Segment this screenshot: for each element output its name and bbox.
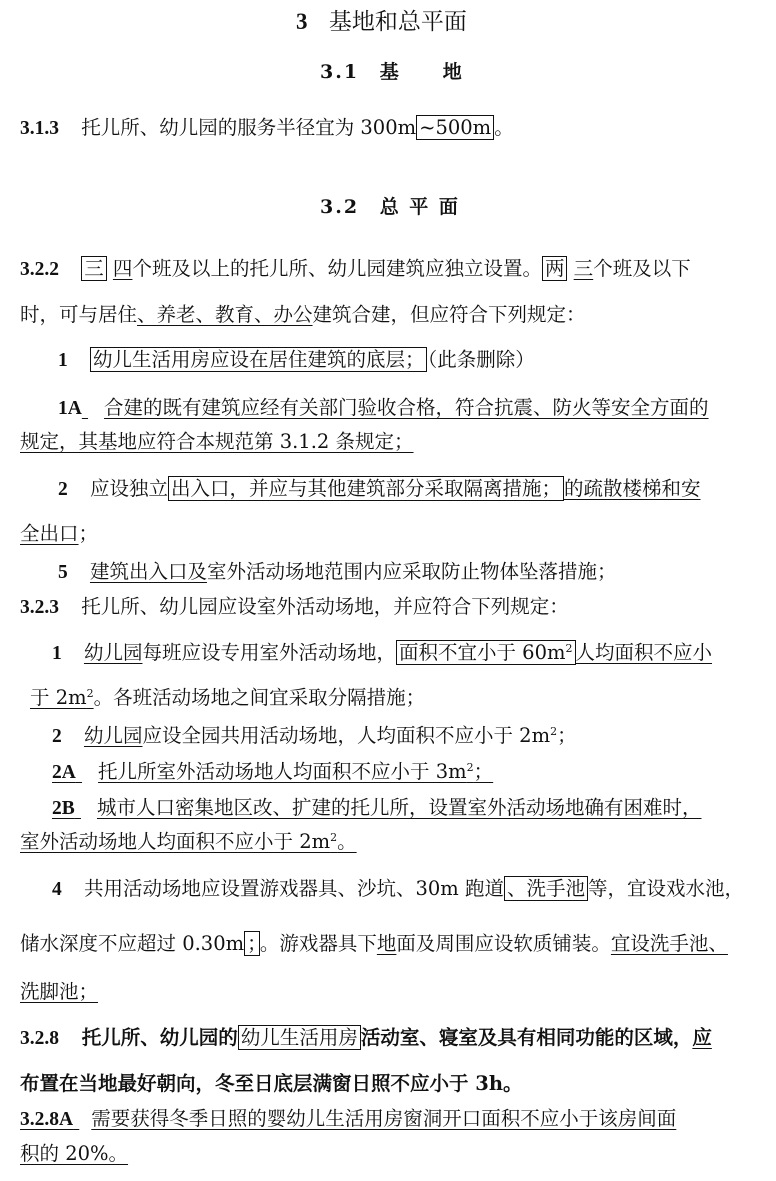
item-number: 2B <box>52 798 75 819</box>
item-1-activity-line-2 <box>30 688 425 708</box>
clause-text: 个班及以上的托儿所、幼儿园建筑应独立设置。 <box>132 257 542 280</box>
clause-number: 3.1.3 <box>20 118 59 139</box>
item-2-line-2 <box>20 524 98 544</box>
boxed-text: ~500m <box>416 115 494 140</box>
clause-number: 3.2.8A <box>20 1109 74 1130</box>
item-number: 1A <box>58 398 82 419</box>
item-2a <box>52 762 493 783</box>
item-text: 共用活动场地应设置游戏器具、沙坑、30m 跑道 <box>83 877 504 900</box>
item-2b-line-2 <box>20 832 357 852</box>
item-4-line-3 <box>20 982 98 1002</box>
clause-3-2-8a-line-2 <box>20 1144 128 1164</box>
item-text: 洗脚池； <box>20 980 99 1003</box>
clause-text: 托儿所、幼儿园应设室外活动场地，并应符合下列规定： <box>81 595 569 618</box>
clause-number: 3.2.8 <box>20 1028 59 1049</box>
boxed-text: 幼儿生活用房应设在居住建筑的底层； <box>90 347 428 372</box>
item-number: 2 <box>58 479 68 500</box>
boxed-text: 两 <box>542 256 568 281</box>
item-2 <box>58 479 701 500</box>
item-text: 室外活动场地人均面积不应小于 2m <box>20 830 331 853</box>
underlined-text: 人均面积不应小 <box>575 641 713 664</box>
superscript: 2 <box>550 725 558 738</box>
item-text: （此条删除） <box>427 348 535 371</box>
clause-text: 托儿所、幼儿园的服务半径宜为 300m <box>81 116 417 139</box>
chapter-name: 基地和总平面 <box>328 9 467 35</box>
boxed-text: 面积不宜小于 60m <box>398 641 566 664</box>
item-number: 2A <box>52 762 76 783</box>
punct: 。 <box>494 116 514 139</box>
item-1-activity <box>52 643 712 664</box>
clause-number: 3.2.3 <box>20 597 59 618</box>
item-text: 合建的既有建筑应经有关部门验收合格，符合抗震、防火等安全方面的 <box>104 396 709 419</box>
section-3-2-heading <box>320 198 460 217</box>
clause-3-2-8-line-2 <box>20 1074 523 1094</box>
underlined-text: 、养老、教育、办公 <box>137 303 313 326</box>
item-text: 每班应设专用室外活动场地， <box>142 641 396 664</box>
superscript: 2 <box>466 761 474 774</box>
clause-3-2-8 <box>20 1028 712 1049</box>
section-3-1-heading <box>320 63 464 82</box>
section-number: 3.2 <box>320 196 360 218</box>
item-5 <box>58 562 616 583</box>
clause-text: 需要获得冬季日照的婴幼儿生活用房窗洞开口面积不应小于该房间面 <box>91 1107 677 1130</box>
section-name: 总 平 面 <box>379 196 460 218</box>
underlined-text: 于 2m <box>30 686 87 709</box>
chapter-number: 3 <box>296 9 308 34</box>
underlined-text: 应 <box>692 1026 712 1049</box>
clause-3-2-3 <box>20 597 569 618</box>
item-text: 。各班活动场地之间宜采取分隔措施； <box>93 686 426 709</box>
clause-text: 活动室、寝室及具有相同功能的区域， <box>360 1026 693 1049</box>
item-number: 2 <box>52 726 62 747</box>
item-text: 储水深度不应超过 0.30m <box>20 932 245 955</box>
boxed-text: 出入口，并应与其他建筑部分采取隔离措施； <box>168 476 564 501</box>
item-text: 城市人口密集地区改、扩建的托儿所，设置室外活动场地确有困难时， <box>96 796 702 819</box>
item-text: 应设全园共用活动场地，人均面积不应小于 2m <box>142 724 551 747</box>
item-number: 1 <box>52 643 62 664</box>
item-text: 室外活动场地范围内应采取防止物体坠落措施； <box>206 560 617 583</box>
clause-text: 积的 20%。 <box>20 1142 129 1165</box>
underlined-text: 地 <box>376 932 397 955</box>
item-4 <box>52 879 744 900</box>
item-1 <box>58 350 535 371</box>
underlined-text: 幼儿园 <box>83 724 143 747</box>
clause-3-2-2 <box>20 259 691 280</box>
underlined-text: 宜设洗手池、 <box>610 932 728 955</box>
item-2-shared <box>52 726 577 747</box>
superscript: 2 <box>565 642 573 655</box>
superscript: 2 <box>86 687 94 700</box>
clause-number: 3.2.2 <box>20 259 59 280</box>
underlined-text: 全出口 <box>20 522 79 545</box>
item-1a-line-2 <box>20 432 414 452</box>
item-text: 应设独立 <box>89 477 168 500</box>
underlined-text: 的疏散楼梯和安 <box>563 477 701 500</box>
item-4-line-2 <box>20 934 728 954</box>
clause-3-1-3 <box>20 118 514 139</box>
item-number: 4 <box>52 879 62 900</box>
item-1a <box>58 398 709 419</box>
boxed-text: 、洗手池 <box>504 876 588 901</box>
underlined-text: 幼儿园 <box>83 641 143 664</box>
punct: ； <box>473 760 494 783</box>
clause-text: 时，可与居住 <box>20 303 138 326</box>
item-text: 。游戏器具下 <box>259 932 377 955</box>
item-text: 托儿所室外活动场地人均面积不应小于 3m <box>98 760 467 783</box>
clause-text: 布置在当地最好朝向，冬至日底层满窗日照不应小于 3h。 <box>20 1072 523 1095</box>
boxed-text: ； <box>244 931 260 956</box>
superscript: 2 <box>330 831 338 844</box>
clause-3-2-2-line-2 <box>20 305 586 325</box>
underlined-text: 三 <box>573 257 594 280</box>
item-text: 等，宜设戏水池， <box>587 877 744 900</box>
clause-text: 托儿所、幼儿园的 <box>81 1026 238 1049</box>
punct: ； <box>557 724 577 747</box>
item-2b <box>52 798 701 819</box>
item-text: 面及周围应设软质铺装。 <box>396 932 611 955</box>
section-name: 基 地 <box>379 61 464 83</box>
item-number: 1 <box>58 350 68 371</box>
section-number: 3.1 <box>320 61 360 83</box>
clause-text: 建筑合建，但应符合下列规定： <box>312 303 586 326</box>
boxed-text: 三 <box>81 256 107 281</box>
underlined-text: 四 <box>112 257 133 280</box>
clause-text: 个班及以下 <box>593 257 691 280</box>
punct: 。 <box>337 830 357 853</box>
underlined-text: 建筑出入口及 <box>89 560 207 583</box>
item-number: 5 <box>58 562 68 583</box>
item-text: 规定，其基地应符合本规范第 3.1.2 条规定； <box>20 430 414 453</box>
boxed-text: 幼儿生活用房 <box>238 1025 361 1050</box>
chapter-title <box>296 10 467 34</box>
clause-3-2-8a <box>20 1109 676 1130</box>
punct: ； <box>78 522 99 545</box>
